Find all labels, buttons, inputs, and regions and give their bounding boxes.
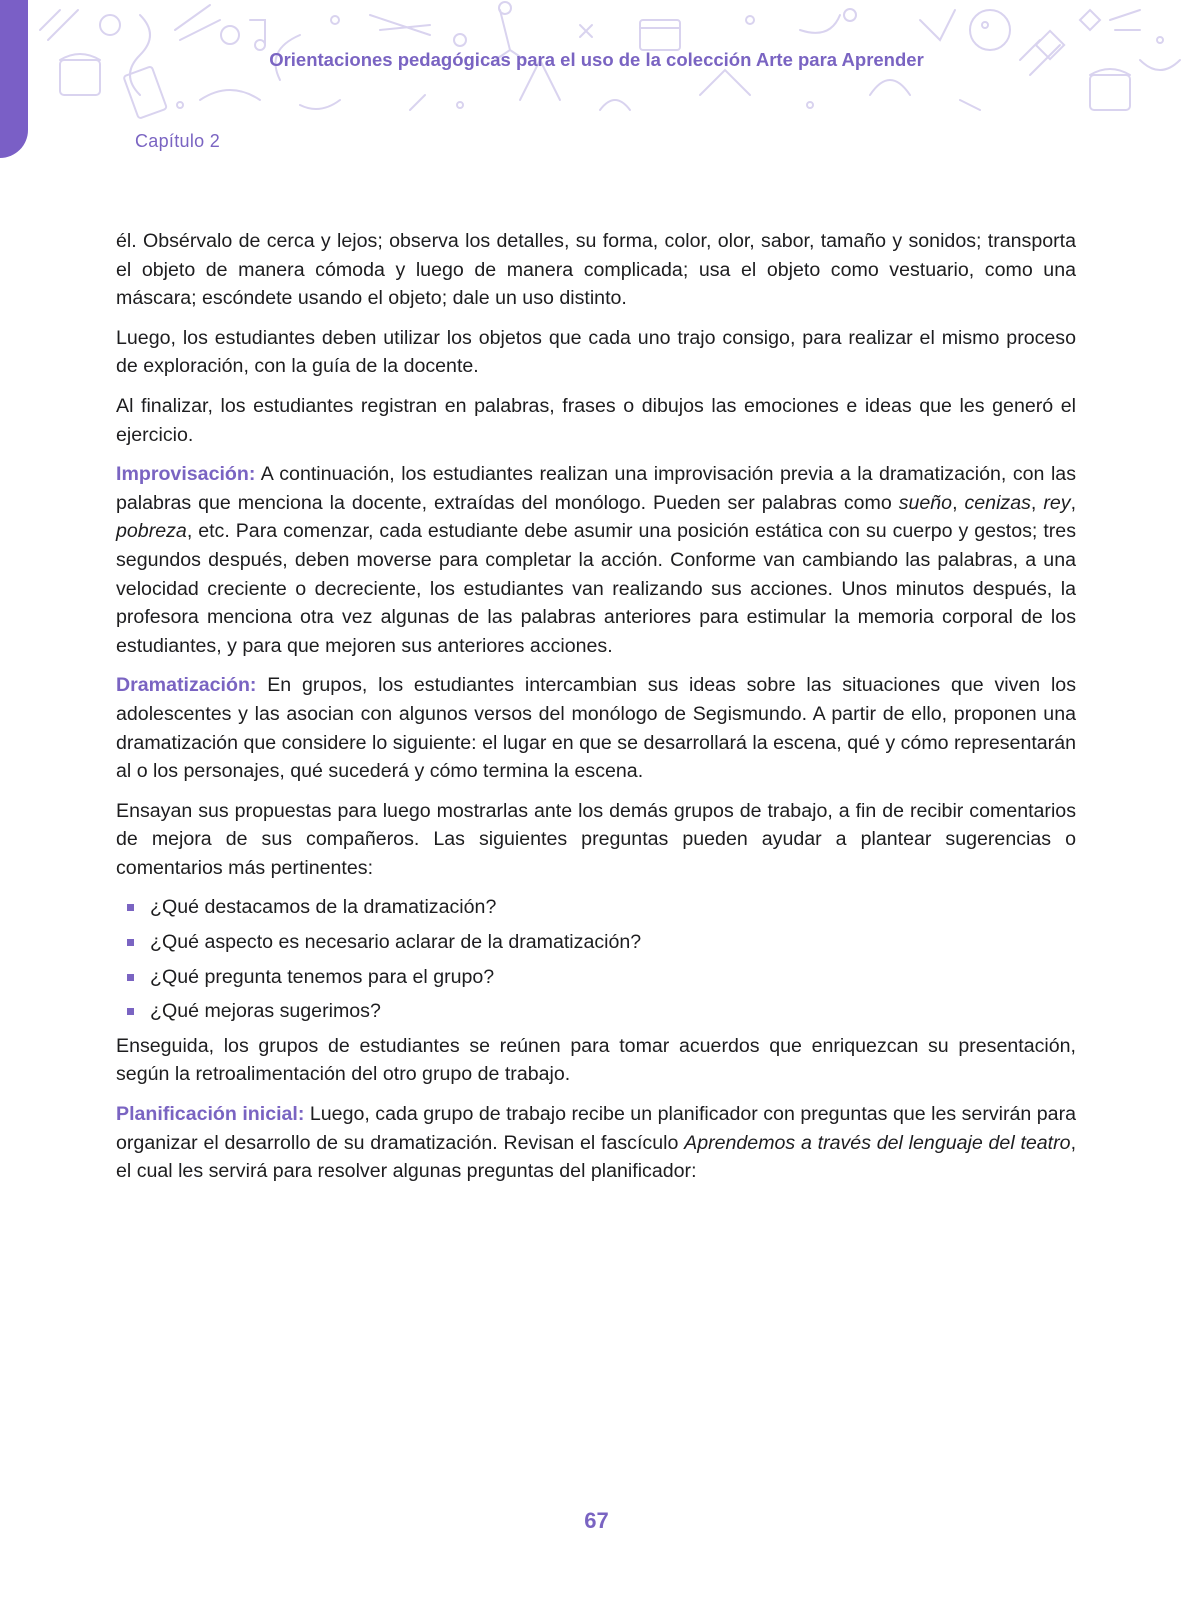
square-bullet-icon — [127, 1008, 134, 1015]
text-run: , — [952, 491, 965, 514]
text-run: , el cual les servirá para resolver algunas preguntas del planificador: — [116, 1131, 1077, 1183]
list-item — [116, 997, 1076, 1026]
chapter-label: Capítulo 2 — [135, 131, 221, 151]
question-text: ¿Qué pregunta tenemos para el grupo? — [150, 965, 495, 988]
paragraph: Enseguida, los grupos de estudiantes se reúnen para tomar acuerdos que enriquezcan su presentación, según la retroalimentación del otro grupo de trabajo. — [116, 1034, 1076, 1086]
square-bullet-icon — [127, 904, 134, 911]
main-content — [116, 227, 1076, 1197]
list-item — [116, 893, 1076, 922]
text-run: Luego, cada grupo de trabajo recibe un planificador con preguntas que les servirán para organizar el desarrollo de su dramatización. Revisan el fascículo — [116, 1103, 1076, 1154]
dramatization-paragraph — [116, 671, 1076, 785]
question-text: ¿Qué mejoras sugerimos? — [150, 1000, 381, 1023]
section-label: Planificación inicial: — [116, 1103, 305, 1126]
question-text: ¿Qué aspecto es necesario aclarar de la dramatización? — [150, 931, 642, 954]
planning-paragraph — [116, 1100, 1076, 1186]
improvisation-paragraph — [116, 460, 1076, 660]
text-run: En grupos, los estudiantes intercambian sus ideas sobre las situaciones que viven los adolescentes y las asocian con algunos versos del monólogo de Segismundo. A partir de ello, proponen una dramatización que considere lo siguiente: el lugar en que se desarrollará la escena, qué y cómo representarán al o los personajes, qué sucederá y cómo termina la escena. — [116, 674, 1076, 783]
section-label: Dramatización: — [116, 674, 257, 697]
square-bullet-icon — [127, 939, 134, 946]
paragraph: Luego, los estudiantes deben utilizar los objetos que cada uno trajo consigo, para realizar el mismo proceso de exploración, con la guía de la docente. — [116, 326, 1076, 378]
page-number: 67 — [584, 1508, 609, 1533]
emphasized-word: cenizas — [964, 491, 1031, 514]
text-run: A continuación, los estudiantes realizan una improvisación previa a la dramatización, con las palabras que menciona la docente, extraídas del monólogo. Pueden ser palabras como — [116, 463, 1076, 514]
text-run: , — [1070, 491, 1077, 514]
emphasized-word: rey — [1043, 491, 1071, 514]
book-title: Aprendemos a través del lenguaje del teatro — [684, 1131, 1071, 1154]
emphasized-word: pobreza — [116, 520, 187, 543]
question-text: ¿Qué destacamos de la dramatización? — [150, 896, 497, 919]
paragraph: Ensayan sus propuestas para luego mostrarlas ante los demás grupos de trabajo, a fin de recibir comentarios de mejora de sus compañeros. Las siguientes preguntas pueden ayudar a plantear sugerencias o comentarios más pertinentes: — [116, 799, 1076, 879]
text-run: , — [1030, 491, 1044, 514]
emphasized-word: sueño — [898, 491, 953, 514]
question-list — [116, 893, 1076, 1025]
list-item — [116, 963, 1076, 992]
paragraph: Al finalizar, los estudiantes registran en palabras, frases o dibujos las emociones e ideas que les generó el ejercicio. — [116, 394, 1076, 446]
list-item — [116, 928, 1076, 957]
paragraph: él. Obsérvalo de cerca y lejos; observa los detalles, su forma, color, olor, sabor, tamaño y sonidos; transporta el objeto de manera cómoda y luego de manera complicada; usa el objeto como vestuario, como una máscara; escóndete usando el objeto; dale un uso distinto. — [116, 230, 1076, 310]
header-title: Orientaciones pedagógicas para el uso de la colección Arte para Aprender — [269, 49, 924, 70]
section-label: Improvisación: — [116, 463, 256, 486]
text-run: , etc. Para comenzar, cada estudiante debe asumir una posición estática con su cuerpo y gestos; tres segundos después, deben moverse para completar la acción. Conforme van cambiando las palabras, a una velocidad creciente o decreciente, los estudiantes van realizando sus acciones. Unos minutos después, la profesora menciona otra vez algunas de las palabras anteriores para estimular la memoria corporal de los estudiantes, y para que mejoren sus anteriores acciones. — [116, 520, 1076, 657]
square-bullet-icon — [127, 974, 134, 981]
